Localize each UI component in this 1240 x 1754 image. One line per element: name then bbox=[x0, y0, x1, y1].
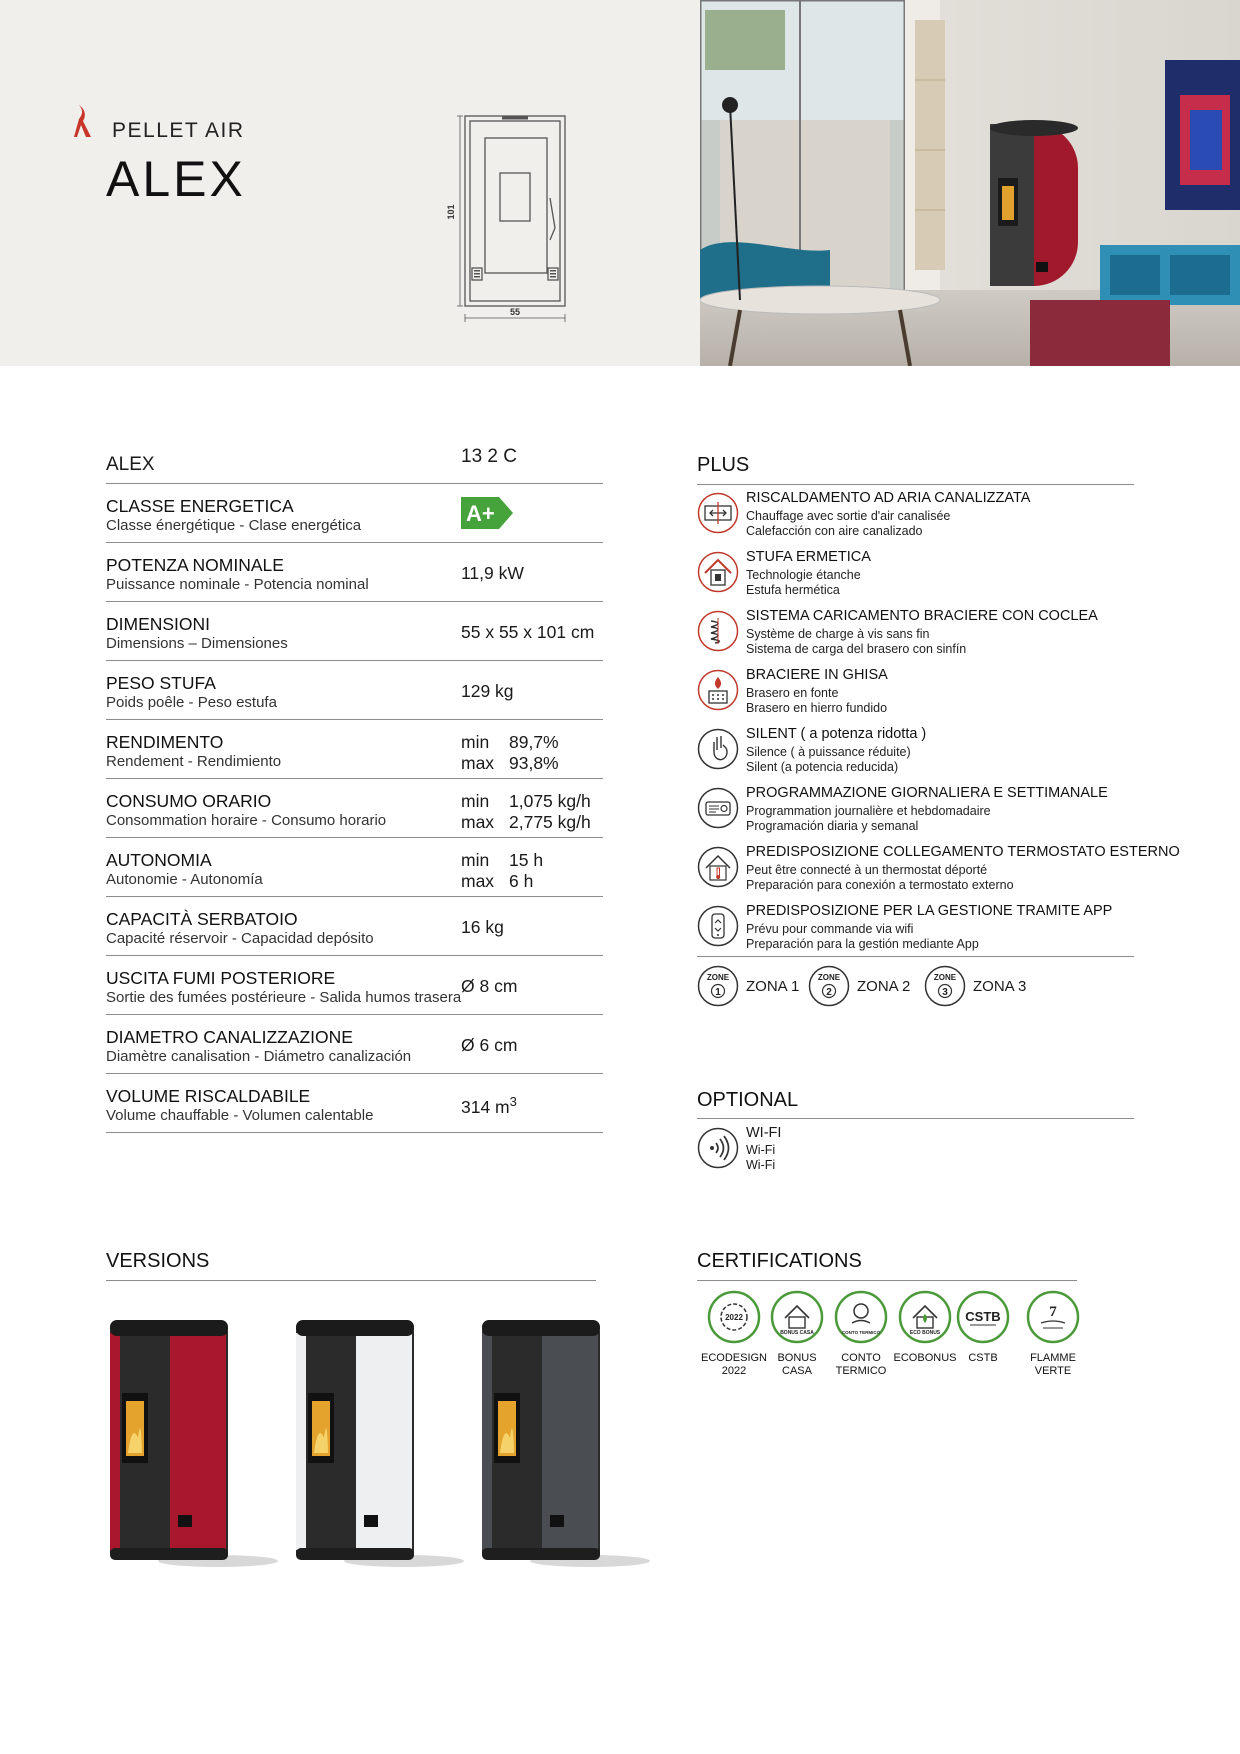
spec-row-autonomy bbox=[106, 838, 603, 897]
spec-table-header bbox=[106, 440, 603, 484]
certifications-divider bbox=[697, 1280, 1077, 1281]
spec-min-max bbox=[461, 850, 543, 892]
feature-title: PREDISPOSIZIONE COLLEGAMENTO TERMOSTATO ESTERNO bbox=[746, 844, 1180, 860]
feature-title: PROGRAMMAZIONE GIORNALIERA E SETTIMANALE bbox=[746, 785, 1108, 801]
plus-zones-divider bbox=[697, 956, 1134, 957]
cert-label-line2: CASA bbox=[782, 1365, 812, 1377]
cert-badge-text: CSTB bbox=[965, 1309, 1001, 1324]
energy-class-badge bbox=[461, 497, 514, 529]
heating-zones bbox=[697, 965, 1117, 1009]
zone-1-icon bbox=[697, 965, 739, 1007]
model-title: ALEX bbox=[106, 151, 246, 207]
max-value: 2,775 kg/h bbox=[509, 812, 591, 832]
feature-silent bbox=[697, 726, 1134, 785]
drawing-height-label: 101 bbox=[446, 204, 456, 220]
version-side-panel bbox=[110, 1333, 120, 1550]
max-label: max bbox=[461, 812, 495, 832]
feature-auger-loading bbox=[697, 608, 1134, 667]
feature-subtitle-fr: Peut être connecté à un thermostat déporté bbox=[746, 863, 988, 877]
feature-subtitle-fr: Programmation journalière et hebdomadaire bbox=[746, 804, 991, 818]
cert-label-line1: CONTO bbox=[841, 1352, 881, 1364]
spec-row-tank-capacity bbox=[106, 897, 603, 956]
min-label: min bbox=[461, 850, 490, 870]
spec-value: 129 kg bbox=[461, 681, 514, 701]
feature-subtitle-es: Brasero en hierro fundido bbox=[746, 701, 888, 715]
spec-label: DIMENSIONI bbox=[106, 614, 211, 634]
cert-label-line2: VERTE bbox=[1034, 1365, 1072, 1377]
spec-model-name: ALEX bbox=[106, 454, 155, 475]
cert-badge-text: CONTO TERMICO bbox=[841, 1330, 881, 1335]
bonus-casa-icon bbox=[770, 1290, 824, 1344]
optional-divider bbox=[697, 1118, 1134, 1119]
programming-icon bbox=[697, 787, 739, 829]
spec-label: USCITA FUMI POSTERIORE bbox=[106, 968, 336, 988]
feature-app-control bbox=[697, 903, 1134, 962]
spec-row-hourly-consumption bbox=[106, 779, 603, 838]
feature-subtitle-fr: Silence ( à puissance réduite) bbox=[746, 745, 911, 759]
spec-row-energy-class bbox=[106, 484, 603, 543]
cert-label-line1: ECOBONUS bbox=[893, 1352, 957, 1364]
feature-title: SILENT ( a potenza ridotta ) bbox=[746, 726, 927, 742]
zone-badge-text: ZONE bbox=[706, 973, 730, 982]
feature-subtitle-fr: Technologie étanche bbox=[746, 568, 861, 582]
feature-subtitle-es: Preparación para la gestión mediante App bbox=[746, 937, 979, 951]
stove-version-red bbox=[108, 1318, 278, 1573]
spec-sublabel: Rendement - Rendimiento bbox=[106, 753, 282, 770]
cert-badge-text: 2022 bbox=[725, 1313, 743, 1322]
auger-icon bbox=[697, 610, 739, 652]
cstb-icon bbox=[956, 1290, 1010, 1344]
spec-min-max bbox=[461, 732, 559, 774]
spec-min-max bbox=[461, 791, 591, 833]
room-photo bbox=[700, 0, 1240, 366]
feature-ducted-air bbox=[697, 490, 1134, 549]
cert-flamme-verte bbox=[1015, 1290, 1091, 1378]
feature-title: PREDISPOSIZIONE PER LA GESTIONE TRAMITE APP bbox=[746, 903, 1113, 919]
spec-sublabel: Volume chauffable - Volumen calentable bbox=[106, 1107, 374, 1124]
stove-version-grey bbox=[480, 1318, 650, 1573]
spec-label: VOLUME RISCALDABILE bbox=[106, 1086, 311, 1106]
cert-label-line2: TERMICO bbox=[835, 1365, 887, 1377]
spec-label: CLASSE ENERGETICA bbox=[106, 496, 294, 516]
cert-label-line1: CSTB bbox=[968, 1352, 998, 1364]
cast-iron-brazier-icon bbox=[697, 669, 739, 711]
spec-label: POTENZA NOMINALE bbox=[106, 555, 284, 575]
cert-label-line1: BONUS bbox=[777, 1352, 817, 1364]
feature-subtitle-fr: Système de charge à vis sans fin bbox=[746, 627, 930, 641]
spec-table bbox=[106, 440, 603, 1133]
zone-number: 2 bbox=[826, 987, 832, 998]
spec-value: 11,9 kW bbox=[461, 563, 524, 583]
spec-sublabel: Dimensions – Dimensiones bbox=[106, 635, 288, 652]
ducted-air-icon bbox=[697, 492, 739, 534]
spec-value bbox=[461, 1094, 517, 1118]
technical-drawing bbox=[430, 108, 570, 323]
certifications-title: CERTIFICATIONS bbox=[697, 1250, 862, 1272]
cert-label-line2: 2022 bbox=[721, 1365, 747, 1377]
optional-title-fr: Wi-Fi bbox=[746, 1143, 776, 1157]
feature-airtight-stove bbox=[697, 549, 1134, 608]
product-series: PELLET AIR bbox=[112, 119, 245, 142]
energy-class-value: A+ bbox=[466, 501, 495, 526]
spec-sublabel: Classe énergétique - Clase energética bbox=[106, 517, 362, 534]
max-value: 6 h bbox=[509, 871, 534, 891]
optional-title-es: Wi-Fi bbox=[746, 1158, 776, 1172]
zone-3-icon bbox=[924, 965, 966, 1007]
spec-sublabel: Diamètre canalisation - Diámetro canalización bbox=[106, 1048, 412, 1065]
min-value: 15 h bbox=[509, 850, 544, 870]
cert-badge-text: BONUS CASA bbox=[780, 1330, 814, 1336]
volume-exponent: 3 bbox=[509, 1094, 517, 1109]
cert-badge-text: 7 bbox=[1049, 1304, 1057, 1320]
max-value: 93,8% bbox=[509, 753, 559, 773]
feature-subtitle-es: Preparación para conexión a termostato externo bbox=[746, 878, 1014, 892]
zone-badge-text: ZONE bbox=[933, 973, 957, 982]
spec-row-nominal-power bbox=[106, 543, 603, 602]
optional-wifi bbox=[697, 1125, 997, 1175]
app-remote-icon bbox=[697, 905, 739, 947]
feature-subtitle-es: Estufa hermética bbox=[746, 583, 840, 597]
min-value: 1,075 kg/h bbox=[509, 791, 591, 811]
optional-title: OPTIONAL bbox=[697, 1089, 799, 1111]
spec-value: 55 x 55 x 101 cm bbox=[461, 622, 595, 642]
max-label: max bbox=[461, 871, 495, 891]
cert-badge-text: ECO BONUS bbox=[909, 1330, 941, 1336]
versions-title: VERSIONS bbox=[106, 1250, 210, 1272]
cert-cstb bbox=[945, 1290, 1021, 1365]
min-label: min bbox=[461, 732, 490, 752]
feature-title: RISCALDAMENTO AD ARIA CANALIZZATA bbox=[746, 490, 1031, 506]
min-value: 89,7% bbox=[509, 732, 559, 752]
cert-label-line1: ECODESIGN bbox=[700, 1352, 767, 1364]
flamme-verte-icon bbox=[1026, 1290, 1080, 1344]
spec-sublabel: Puissance nominale - Potencia nominal bbox=[106, 576, 369, 593]
feature-subtitle-es: Calefacción con aire canalizado bbox=[746, 524, 923, 538]
thermostat-icon bbox=[697, 846, 739, 888]
zone-label: ZONA 2 bbox=[857, 978, 911, 995]
certification-badges bbox=[696, 1290, 1096, 1380]
feature-cast-iron-brazier bbox=[697, 667, 1134, 726]
ecobonus-icon bbox=[898, 1290, 952, 1344]
version-side-panel bbox=[296, 1333, 306, 1550]
spec-row-flue-outlet bbox=[106, 956, 603, 1015]
spec-value: 16 kg bbox=[461, 917, 504, 937]
stove-version-white bbox=[294, 1318, 464, 1573]
plus-divider bbox=[697, 484, 1134, 485]
feature-subtitle-fr: Chauffage avec sortie d'air canalisée bbox=[746, 509, 951, 523]
feature-subtitle-fr: Prévu pour commande via wifi bbox=[746, 922, 914, 936]
zone-label: ZONA 3 bbox=[973, 978, 1027, 995]
spec-row-weight bbox=[106, 661, 603, 720]
feature-external-thermostat bbox=[697, 844, 1180, 903]
feature-subtitle-es: Sistema de carga del brasero con sinfín bbox=[746, 642, 967, 656]
versions-divider bbox=[106, 1280, 596, 1281]
zone-number: 1 bbox=[715, 987, 721, 998]
spec-label: PESO STUFA bbox=[106, 673, 216, 693]
zone-badge-text: ZONE bbox=[817, 973, 841, 982]
spec-row-dimensions bbox=[106, 602, 603, 661]
feature-title: STUFA ERMETICA bbox=[746, 549, 871, 565]
min-label: min bbox=[461, 791, 490, 811]
spec-value: Ø 6 cm bbox=[461, 1035, 518, 1055]
silent-icon bbox=[697, 728, 739, 770]
drawing-width-label: 55 bbox=[509, 307, 521, 317]
spec-sublabel: Poids poêle - Peso estufa bbox=[106, 694, 277, 711]
spec-label: DIAMETRO CANALIZZAZIONE bbox=[106, 1027, 353, 1047]
plus-title: PLUS bbox=[697, 454, 750, 476]
spec-label: RENDIMENTO bbox=[106, 732, 224, 752]
feature-subtitle-es: Silent (a potencia reducida) bbox=[746, 760, 899, 774]
optional-title-it: WI-FI bbox=[746, 1125, 782, 1141]
spec-sublabel: Sortie des fumées postérieure - Salida humos trasera bbox=[106, 989, 462, 1006]
spec-label: CONSUMO ORARIO bbox=[106, 791, 272, 811]
volume-value: 314 m bbox=[461, 1096, 510, 1117]
version-side-panel bbox=[482, 1333, 492, 1550]
wifi-icon bbox=[697, 1127, 739, 1169]
spec-row-heatable-volume bbox=[106, 1074, 603, 1133]
zone-number: 3 bbox=[942, 987, 948, 998]
feature-title: SISTEMA CARICAMENTO BRACIERE CON COCLEA bbox=[746, 608, 1098, 624]
zone-label: ZONA 1 bbox=[746, 978, 800, 995]
spec-sublabel: Autonomie - Autonomía bbox=[106, 871, 263, 888]
spec-value: Ø 8 cm bbox=[461, 976, 518, 996]
max-label: max bbox=[461, 753, 495, 773]
feature-subtitle-es: Programación diaria y semanal bbox=[746, 819, 919, 833]
spec-label: CAPACITÀ SERBATOIO bbox=[106, 909, 298, 929]
feature-title: BRACIERE IN GHISA bbox=[746, 667, 888, 683]
feature-programming bbox=[697, 785, 1134, 844]
flame-logo-icon bbox=[70, 103, 96, 139]
header-band bbox=[0, 0, 1240, 366]
plus-feature-list bbox=[697, 490, 1180, 962]
spec-sublabel: Capacité réservoir - Capacidad depósito bbox=[106, 930, 374, 947]
feature-subtitle-fr: Brasero en fonte bbox=[746, 686, 839, 700]
ecodesign-icon bbox=[707, 1290, 761, 1344]
airtight-stove-icon bbox=[697, 551, 739, 593]
spec-row-efficiency bbox=[106, 720, 603, 779]
spec-sublabel: Consommation horaire - Consumo horario bbox=[106, 812, 387, 829]
zone-2-icon bbox=[808, 965, 850, 1007]
cert-label-line1: FLAMME bbox=[1030, 1352, 1076, 1364]
conto-termico-icon bbox=[834, 1290, 888, 1344]
spec-model-code: 13 2 C bbox=[461, 446, 517, 467]
spec-label: AUTONOMIA bbox=[106, 850, 212, 870]
spec-row-duct-diameter bbox=[106, 1015, 603, 1074]
